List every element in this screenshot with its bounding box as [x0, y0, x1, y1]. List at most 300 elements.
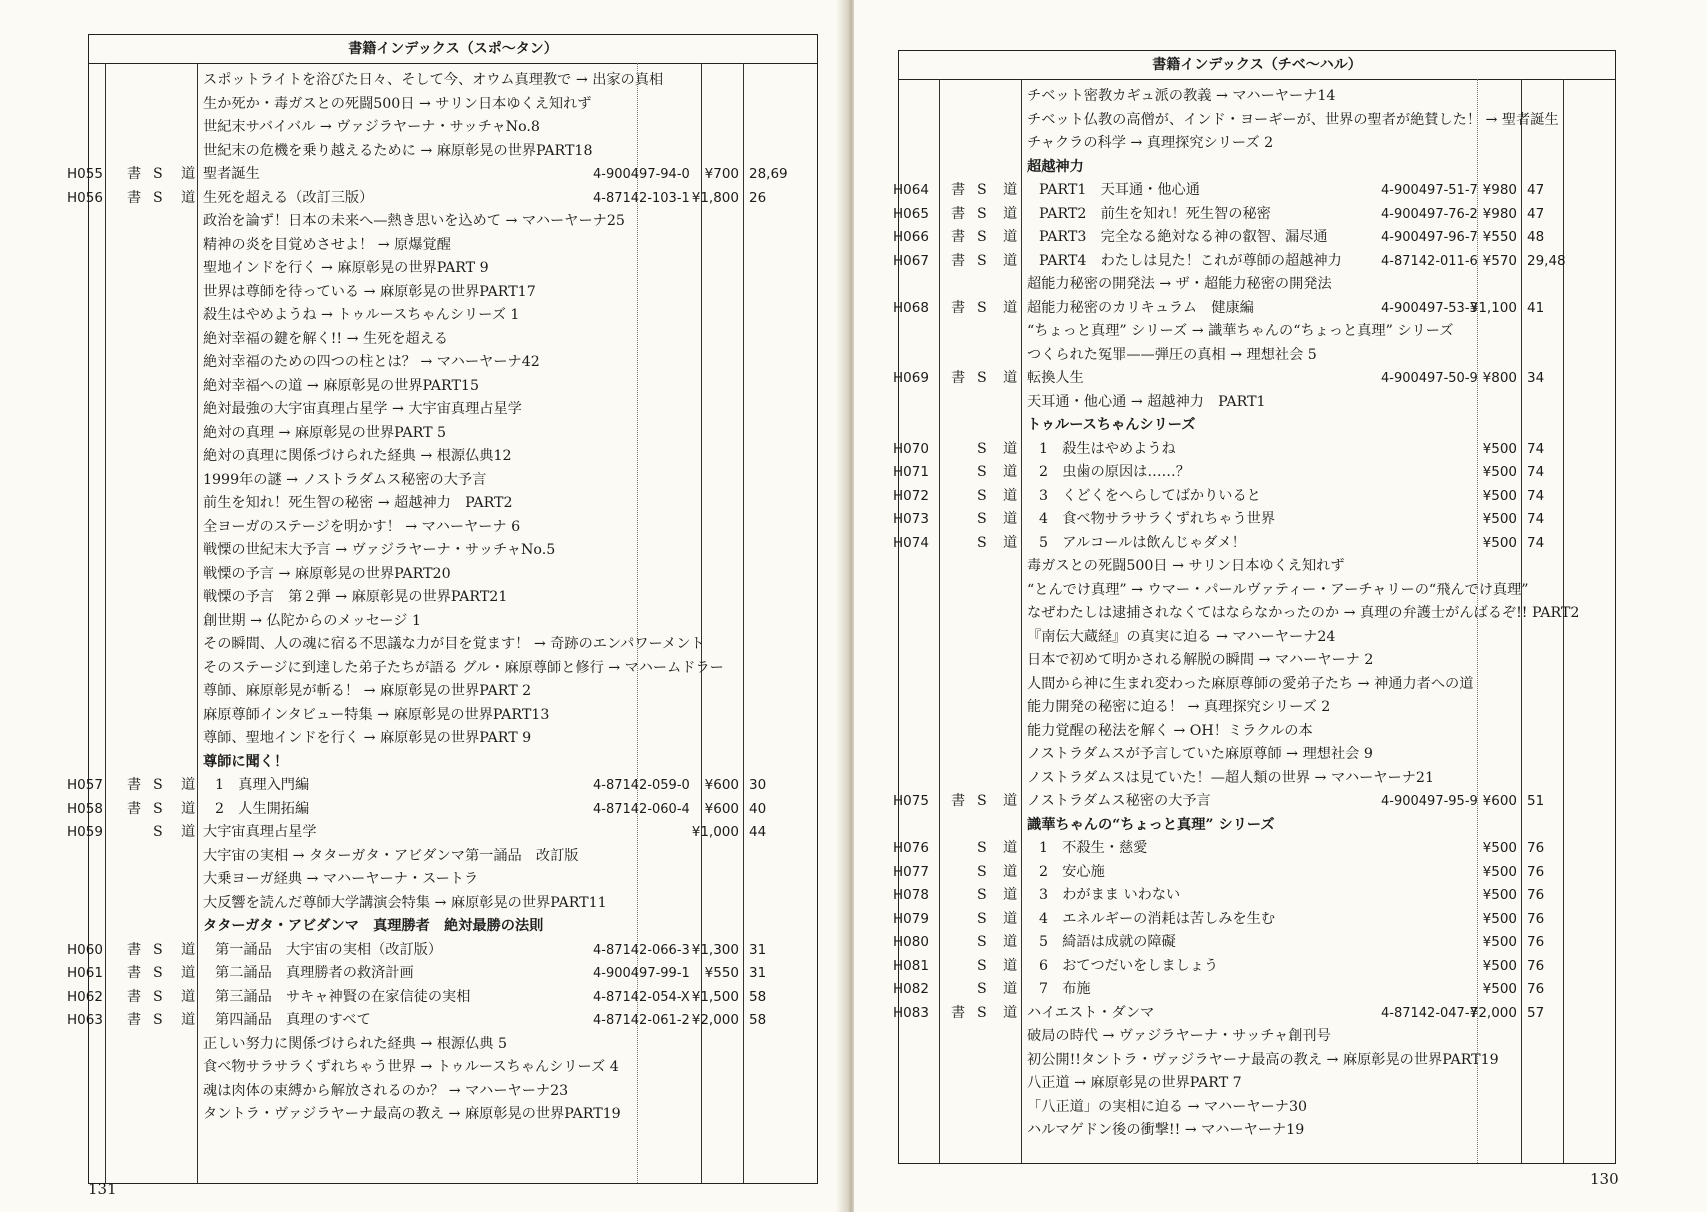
- row-price: ¥980: [1482, 205, 1517, 222]
- right-rows: [893, 85, 1615, 1143]
- row-s: S: [153, 965, 163, 981]
- row-pages: 76: [1527, 981, 1545, 997]
- row-price: ¥600: [704, 777, 739, 793]
- index-row: [67, 986, 817, 1010]
- row-title: PART4 わたしは見た！これが尊師の超越神力: [1039, 252, 1342, 269]
- row-price: ¥500: [1482, 863, 1517, 880]
- row-code: H071: [893, 464, 929, 480]
- row-do: 道: [181, 824, 196, 840]
- row-title: 絶対最強の大宇宙真理占星学 → 大宇宙真理占星学: [203, 401, 522, 417]
- index-row: [89, 93, 817, 117]
- row-title: 天耳通・他心通 → 超越神力 PART1: [1027, 393, 1266, 410]
- row-s: S: [153, 1012, 163, 1028]
- row-title: PART2 前生を知れ！死生智の秘密: [1039, 205, 1271, 222]
- page-number-right: 130: [1590, 1170, 1619, 1188]
- index-row: [899, 391, 1615, 415]
- row-isbn: 4-900497-76-2: [1381, 206, 1478, 222]
- row-pages: 74: [1527, 464, 1545, 480]
- row-s: S: [977, 981, 987, 997]
- index-row: [89, 1033, 817, 1057]
- index-row: [893, 884, 1615, 908]
- row-price: ¥1,100: [1469, 299, 1517, 316]
- row-pages: 31: [749, 941, 767, 958]
- right-header: 書籍インデックス（チベ〜ハル）: [899, 51, 1615, 80]
- index-row: [899, 320, 1615, 344]
- row-code: H079: [893, 910, 929, 927]
- row-title: 世紀末の危機を乗り越えるために → 麻原彰晃の世界PART18: [203, 142, 593, 159]
- index-row: [899, 1025, 1615, 1049]
- index-row: [899, 109, 1615, 133]
- index-row: [89, 727, 817, 751]
- index-row: [899, 156, 1615, 180]
- row-s: S: [977, 793, 987, 809]
- row-sho: 書: [951, 205, 966, 222]
- index-row: [893, 861, 1615, 885]
- row-title: 麻原尊師インタビュー特集 → 麻原彰晃の世界PART13: [203, 706, 550, 723]
- index-row: [89, 539, 817, 563]
- row-title: 2 虫歯の原因は……？: [1039, 464, 1190, 480]
- index-row: [67, 798, 817, 822]
- row-title: 食べ物サラサラくずれちゃう世界 → トゥルースちゃんシリーズ 4: [203, 1059, 619, 1075]
- index-row: [89, 516, 817, 540]
- row-title: つくられた冤罪——弾圧の真相 → 理想社会 5: [1027, 346, 1317, 363]
- row-price: ¥500: [1482, 440, 1517, 457]
- index-row: [67, 821, 817, 845]
- index-row: [899, 579, 1615, 603]
- row-sho: 書: [951, 1004, 966, 1021]
- row-pages: 58: [749, 988, 767, 1005]
- row-title: “ちょっと真理” シリーズ → 識華ちゃんの“ちょっと真理” シリーズ: [1027, 323, 1454, 339]
- row-title: 第四誦品 真理のすべて: [215, 1012, 371, 1028]
- row-sho: 書: [951, 182, 966, 198]
- row-do: 道: [1003, 229, 1018, 245]
- row-price: ¥500: [1482, 840, 1517, 856]
- row-pages: 48: [1527, 229, 1545, 245]
- row-title: なぜわたしは逮捕されなくてはならなかったのか → 真理の弁護士がんばるぞ!! PART2: [1027, 605, 1580, 621]
- row-s: S: [977, 440, 987, 457]
- row-price: ¥500: [1482, 511, 1517, 527]
- index-row: [893, 908, 1615, 932]
- row-code: H077: [893, 863, 929, 880]
- row-sho: 書: [127, 941, 142, 958]
- row-price: ¥500: [1482, 981, 1517, 997]
- index-row: [89, 328, 817, 352]
- row-title: 2 安心施: [1039, 863, 1105, 880]
- row-pages: 47: [1527, 182, 1545, 198]
- row-title: チャクラの科学 → 真理探究シリーズ 2: [1027, 135, 1274, 151]
- row-do: 道: [1003, 863, 1018, 880]
- row-price: ¥500: [1482, 957, 1517, 974]
- row-title: 前生を知れ！死生智の秘密 → 超越神力 PART2: [203, 495, 513, 511]
- row-price: ¥570: [1482, 252, 1517, 269]
- row-title: 絶対幸福のための四つの柱とは？ → マハーヤーナ42: [203, 354, 540, 370]
- index-row: [893, 297, 1615, 321]
- row-title: 絶対幸福の鍵を解く!! → 生死を超える: [203, 330, 449, 347]
- row-pages: 40: [749, 800, 767, 817]
- row-price: ¥500: [1482, 534, 1517, 551]
- row-do: 道: [1003, 840, 1018, 856]
- index-row: [89, 116, 817, 140]
- row-s: S: [977, 887, 987, 903]
- row-sho: 書: [951, 370, 966, 386]
- row-title: チベット密教カギュ派の教義 → マハーヤーナ14: [1027, 88, 1336, 104]
- row-price: ¥2,000: [691, 1012, 739, 1028]
- row-title: 第一誦品 大宇宙の実相（改訂版）: [215, 941, 443, 958]
- row-s: S: [977, 252, 987, 269]
- row-title: 破局の時代 → ヴァジラヤーナ・サッチャ創刊号: [1027, 1028, 1331, 1044]
- row-s: S: [153, 777, 163, 793]
- index-row: [893, 485, 1615, 509]
- row-title: 大反響を読んだ尊師大学講演会特集 → 麻原彰晃の世界PART11: [203, 894, 607, 911]
- row-s: S: [977, 205, 987, 222]
- row-title: 尊師、聖地インドを行く → 麻原彰晃の世界PART 9: [203, 730, 532, 746]
- row-title: 超能力秘密の開発法 → ザ・超能力秘密の開発法: [1027, 276, 1332, 292]
- row-title: タターガタ・アビダンマ 真理勝者 絶対最勝の法則: [203, 918, 544, 934]
- row-s: S: [977, 511, 987, 527]
- row-code: H060: [67, 941, 103, 958]
- index-row: [893, 367, 1615, 391]
- row-s: S: [977, 182, 987, 198]
- index-row: [893, 955, 1615, 979]
- row-price: ¥500: [1482, 887, 1517, 903]
- row-isbn: 4-900497-99-1: [593, 966, 690, 981]
- index-row: [899, 85, 1615, 109]
- index-row: [899, 1049, 1615, 1073]
- row-code: H057: [67, 777, 103, 793]
- row-price: ¥800: [1482, 370, 1517, 386]
- index-row: [89, 375, 817, 399]
- row-pages: 34: [1527, 370, 1545, 386]
- row-price: ¥980: [1482, 182, 1517, 198]
- row-price: ¥500: [1482, 910, 1517, 927]
- row-code: H068: [893, 299, 929, 316]
- row-do: 道: [1003, 440, 1018, 457]
- row-title: 第三誦品 サキャ神賢の在家信徒の実相: [215, 988, 471, 1005]
- row-pages: 74: [1527, 534, 1545, 551]
- row-isbn: 4-87142-066-3: [593, 942, 690, 958]
- index-row: [89, 422, 817, 446]
- row-code: H065: [893, 205, 929, 222]
- index-row: [899, 1072, 1615, 1096]
- row-do: 道: [181, 941, 196, 958]
- row-price: ¥550: [704, 965, 739, 981]
- row-pages: 76: [1527, 863, 1545, 880]
- index-row: [893, 837, 1615, 861]
- row-code: H069: [893, 370, 929, 386]
- row-title: そのステージに到達した弟子たちが語る グル・麻原尊師と修行 → マハームドラー: [203, 659, 724, 676]
- row-pages: 74: [1527, 511, 1545, 527]
- index-row: [89, 868, 817, 892]
- row-do: 道: [1003, 464, 1018, 480]
- row-code: H066: [893, 229, 929, 245]
- index-row: [89, 1080, 817, 1104]
- index-row: [89, 445, 817, 469]
- row-title: 大宇宙の実相 → タターガタ・アビダンマ第一誦品 改訂版: [203, 847, 579, 864]
- row-code: H067: [893, 252, 929, 269]
- row-do: 道: [1003, 487, 1018, 504]
- index-row: [893, 461, 1615, 485]
- index-row: [899, 602, 1615, 626]
- row-do: 道: [1003, 299, 1018, 316]
- row-title: 識華ちゃんの“ちょっと真理” シリーズ: [1027, 816, 1275, 833]
- row-code: H082: [893, 981, 929, 997]
- row-price: ¥1,800: [691, 189, 739, 206]
- row-s: S: [153, 941, 163, 958]
- row-code: H076: [893, 840, 929, 856]
- row-do: 道: [1003, 534, 1018, 551]
- row-do: 道: [181, 1012, 196, 1028]
- row-title: 尊師、麻原彰晃が斬る！ → 麻原彰晃の世界PART 2: [203, 683, 532, 699]
- row-code: H083: [893, 1004, 929, 1021]
- index-row: [89, 610, 817, 634]
- row-price: ¥2,000: [1469, 1004, 1517, 1021]
- row-title: 2 人生開拓編: [215, 800, 310, 817]
- row-title: ノストラダムス秘密の大予言: [1027, 793, 1211, 809]
- index-row: [89, 657, 817, 681]
- row-pages: 58: [749, 1012, 767, 1028]
- index-row: [89, 140, 817, 164]
- index-row: [893, 508, 1615, 532]
- index-row: [67, 187, 817, 211]
- index-row: [89, 1056, 817, 1080]
- row-do: 道: [181, 800, 196, 817]
- index-row: [67, 1009, 817, 1033]
- row-do: 道: [1003, 957, 1018, 974]
- index-row: [893, 931, 1615, 955]
- row-do: 道: [1003, 981, 1018, 997]
- row-title: ノストラダムスが予言していた麻原尊師 → 理想社会 9: [1027, 746, 1373, 762]
- row-pages: 44: [749, 824, 767, 840]
- row-isbn: 4-87142-011-6: [1381, 253, 1478, 269]
- row-sho: 書: [127, 1012, 142, 1028]
- row-code: H061: [67, 965, 103, 981]
- index-row: [899, 273, 1615, 297]
- row-title: 殺生はやめようね → トゥルースちゃんシリーズ 1: [203, 307, 520, 323]
- row-do: 道: [181, 965, 196, 981]
- row-s: S: [153, 800, 163, 817]
- row-sho: 書: [127, 777, 142, 793]
- row-title: 超越神力: [1027, 158, 1084, 175]
- index-row: [89, 304, 817, 328]
- index-row: [893, 250, 1615, 274]
- index-row: [89, 469, 817, 493]
- row-s: S: [977, 957, 987, 974]
- row-price: ¥500: [1482, 487, 1517, 504]
- row-do: 道: [1003, 370, 1018, 386]
- row-code: H062: [67, 988, 103, 1005]
- row-title: “とんでけ真理” → ウマー・パールヴァティー・アーチャリーの“飛んでけ真理”: [1027, 581, 1529, 598]
- row-title: 大宇宙真理占星学: [203, 824, 317, 840]
- row-code: H078: [893, 887, 929, 903]
- row-code: H064: [893, 182, 929, 198]
- row-title: PART3 完全なる絶対なる神の叡智、漏尽通: [1039, 229, 1328, 245]
- row-code: H075: [893, 793, 929, 809]
- row-sho: 書: [127, 965, 142, 981]
- row-price: ¥500: [1482, 464, 1517, 480]
- index-row: [89, 845, 817, 869]
- row-title: トゥルースちゃんシリーズ: [1027, 417, 1196, 433]
- index-row: [899, 767, 1615, 791]
- page-number-left: 131: [88, 1180, 117, 1198]
- index-row: [89, 892, 817, 916]
- index-row: [89, 210, 817, 234]
- index-row: [893, 179, 1615, 203]
- index-row: [899, 555, 1615, 579]
- index-row: [89, 915, 817, 939]
- row-title: 『南伝大蔵経』の真実に迫る → マハーヤーナ24: [1027, 628, 1336, 645]
- row-s: S: [977, 1004, 987, 1021]
- index-row: [89, 704, 817, 728]
- row-isbn: 4-87142-059-0: [593, 778, 690, 793]
- row-title: 1 殺生はやめようね: [1039, 440, 1176, 457]
- row-isbn: 4-87142-060-4: [593, 801, 690, 817]
- left-rows: [67, 69, 817, 1127]
- index-row: [899, 720, 1615, 744]
- row-pages: 26: [749, 189, 767, 206]
- row-sho: 書: [951, 299, 966, 316]
- row-sho: 書: [951, 229, 966, 245]
- row-s: S: [977, 910, 987, 927]
- row-title: 魂は肉体の束縛から解放されるのか？ → マハーヤーナ23: [203, 1082, 569, 1099]
- row-title: 正しい努力に関係づけられた経典 → 根源仏典 5: [203, 1035, 508, 1052]
- row-title: 5 アルコールは飲んじゃダメ！: [1039, 534, 1246, 551]
- row-pages: 76: [1527, 840, 1545, 856]
- row-pages: 57: [1527, 1004, 1545, 1021]
- row-title: 絶対幸福への道 → 麻原彰晃の世界PART15: [203, 377, 479, 394]
- row-do: 道: [1003, 252, 1018, 269]
- row-code: H063: [67, 1012, 103, 1028]
- row-title: 大乗ヨーガ経典 → マハーヤーナ・スートラ: [203, 871, 479, 887]
- index-row: [899, 414, 1615, 438]
- index-row: [893, 978, 1615, 1002]
- index-row: [89, 257, 817, 281]
- row-code: H070: [893, 440, 929, 457]
- row-do: 道: [1003, 934, 1018, 950]
- row-title: 聖地インドを行く → 麻原彰晃の世界PART 9: [203, 260, 489, 276]
- index-row: [899, 132, 1615, 156]
- index-row: [899, 626, 1615, 650]
- row-title: PART1 天耳通・他心通: [1039, 182, 1200, 198]
- row-s: S: [977, 370, 987, 386]
- row-pages: 51: [1527, 793, 1545, 809]
- row-isbn: 4-87142-103-1: [593, 190, 690, 206]
- row-isbn: 4-900497-94-0: [593, 167, 690, 182]
- row-title: 1 不殺生・慈愛: [1039, 840, 1148, 856]
- row-title: 戦慄の世紀末大予言 → ヴァジラヤーナ・サッチャNo.5: [203, 542, 556, 558]
- row-title: 第二誦品 真理勝者の救済計画: [215, 965, 414, 981]
- row-isbn: 4-900497-96-7: [1381, 230, 1478, 245]
- row-pages: 29,48: [1527, 252, 1566, 269]
- row-pages: 76: [1527, 887, 1545, 903]
- row-s: S: [977, 863, 987, 880]
- row-title: 政治を論ず！日本の未来へ—熱き思いを込めて → マハーヤーナ25: [203, 213, 625, 229]
- row-do: 道: [1003, 887, 1018, 903]
- index-row: [89, 563, 817, 587]
- row-code: H080: [893, 934, 929, 950]
- index-row: [89, 680, 817, 704]
- row-price: ¥500: [1482, 934, 1517, 950]
- row-do: 道: [1003, 205, 1018, 222]
- row-title: 5 綺語は成就の障礙: [1039, 934, 1176, 950]
- row-s: S: [977, 534, 987, 551]
- row-title: 世紀末サバイバル → ヴァジラヤーナ・サッチャNo.8: [203, 119, 540, 135]
- index-row: [899, 814, 1615, 838]
- row-title: その瞬間、人の魂に宿る不思議な力が目を覚ます！ → 奇跡のエンパワーメント: [203, 636, 705, 652]
- row-title: 全ヨーガのステージを明かす！ → マハーヤーナ 6: [203, 518, 521, 535]
- row-sho: 書: [127, 189, 142, 206]
- row-title: 転換人生: [1027, 370, 1084, 386]
- row-do: 道: [181, 777, 196, 793]
- row-do: 道: [1003, 1004, 1018, 1021]
- row-title: 能力開発の秘密に迫る！ → 真理探究シリーズ 2: [1027, 699, 1331, 715]
- index-row: [89, 492, 817, 516]
- row-pages: 76: [1527, 957, 1545, 974]
- index-row: [89, 1103, 817, 1127]
- row-s: S: [977, 487, 987, 504]
- row-title: 1 真理入門編: [215, 777, 310, 793]
- row-sho: 書: [951, 793, 966, 809]
- row-isbn: 4-900497-95-9: [1381, 794, 1478, 809]
- index-row: [67, 962, 817, 986]
- row-s: S: [977, 934, 987, 950]
- row-price: ¥1,500: [691, 988, 739, 1005]
- right-page: [854, 0, 1707, 1212]
- row-sho: 書: [951, 252, 966, 269]
- row-title: 毒ガスとの死闘500日 → サリン日本ゆくえ知れず: [1027, 558, 1345, 574]
- row-title: 4 エネルギーの消耗は苦しみを生む: [1039, 910, 1276, 927]
- row-code: H073: [893, 511, 929, 527]
- index-row: [893, 438, 1615, 462]
- index-row: [67, 939, 817, 963]
- row-code: H074: [893, 534, 929, 551]
- row-price: ¥600: [704, 800, 739, 817]
- row-title: 7 布施: [1039, 981, 1091, 997]
- index-row: [899, 1096, 1615, 1120]
- row-pages: 30: [749, 777, 767, 793]
- index-row: [89, 751, 817, 775]
- row-code: H081: [893, 957, 929, 974]
- index-row: [89, 281, 817, 305]
- row-s: S: [153, 189, 163, 206]
- row-title: 創世期 → 仏陀からのメッセージ 1: [203, 612, 422, 629]
- row-pages: 74: [1527, 440, 1545, 457]
- row-isbn: 4-900497-51-7: [1381, 183, 1478, 198]
- row-do: 道: [181, 189, 196, 206]
- row-pages: 31: [749, 965, 767, 981]
- row-sho: 書: [127, 800, 142, 817]
- row-title: スポットライトを浴びた日々、そして今、オウム真理教で → 出家の真相: [203, 72, 664, 88]
- row-title: 絶対の真理に関係づけられた経典 → 根源仏典12: [203, 448, 512, 464]
- row-title: 生死を超える（改訂三版）: [203, 189, 374, 206]
- row-pages: 76: [1527, 910, 1545, 927]
- row-isbn: 4-87142-054-X: [593, 989, 690, 1005]
- index-row: [67, 774, 817, 798]
- row-title: 戦慄の予言 → 麻原彰晃の世界PART20: [203, 565, 451, 582]
- row-code: H072: [893, 487, 929, 504]
- row-do: 道: [1003, 511, 1018, 527]
- row-do: 道: [1003, 182, 1018, 198]
- row-pages: 76: [1527, 934, 1545, 950]
- index-row: [899, 696, 1615, 720]
- row-pages: 41: [1527, 299, 1545, 316]
- row-title: タントラ・ヴァジラヤーナ最高の教え → 麻原彰晃の世界PART19: [203, 1106, 621, 1122]
- row-s: S: [977, 464, 987, 480]
- row-title: 精神の炎を目覚めさせよ！ → 原爆覚醒: [203, 236, 451, 253]
- index-row: [899, 649, 1615, 673]
- left-header: 書籍インデックス（スポ〜タン）: [89, 35, 817, 64]
- row-s: S: [153, 166, 163, 182]
- left-page: [0, 0, 846, 1212]
